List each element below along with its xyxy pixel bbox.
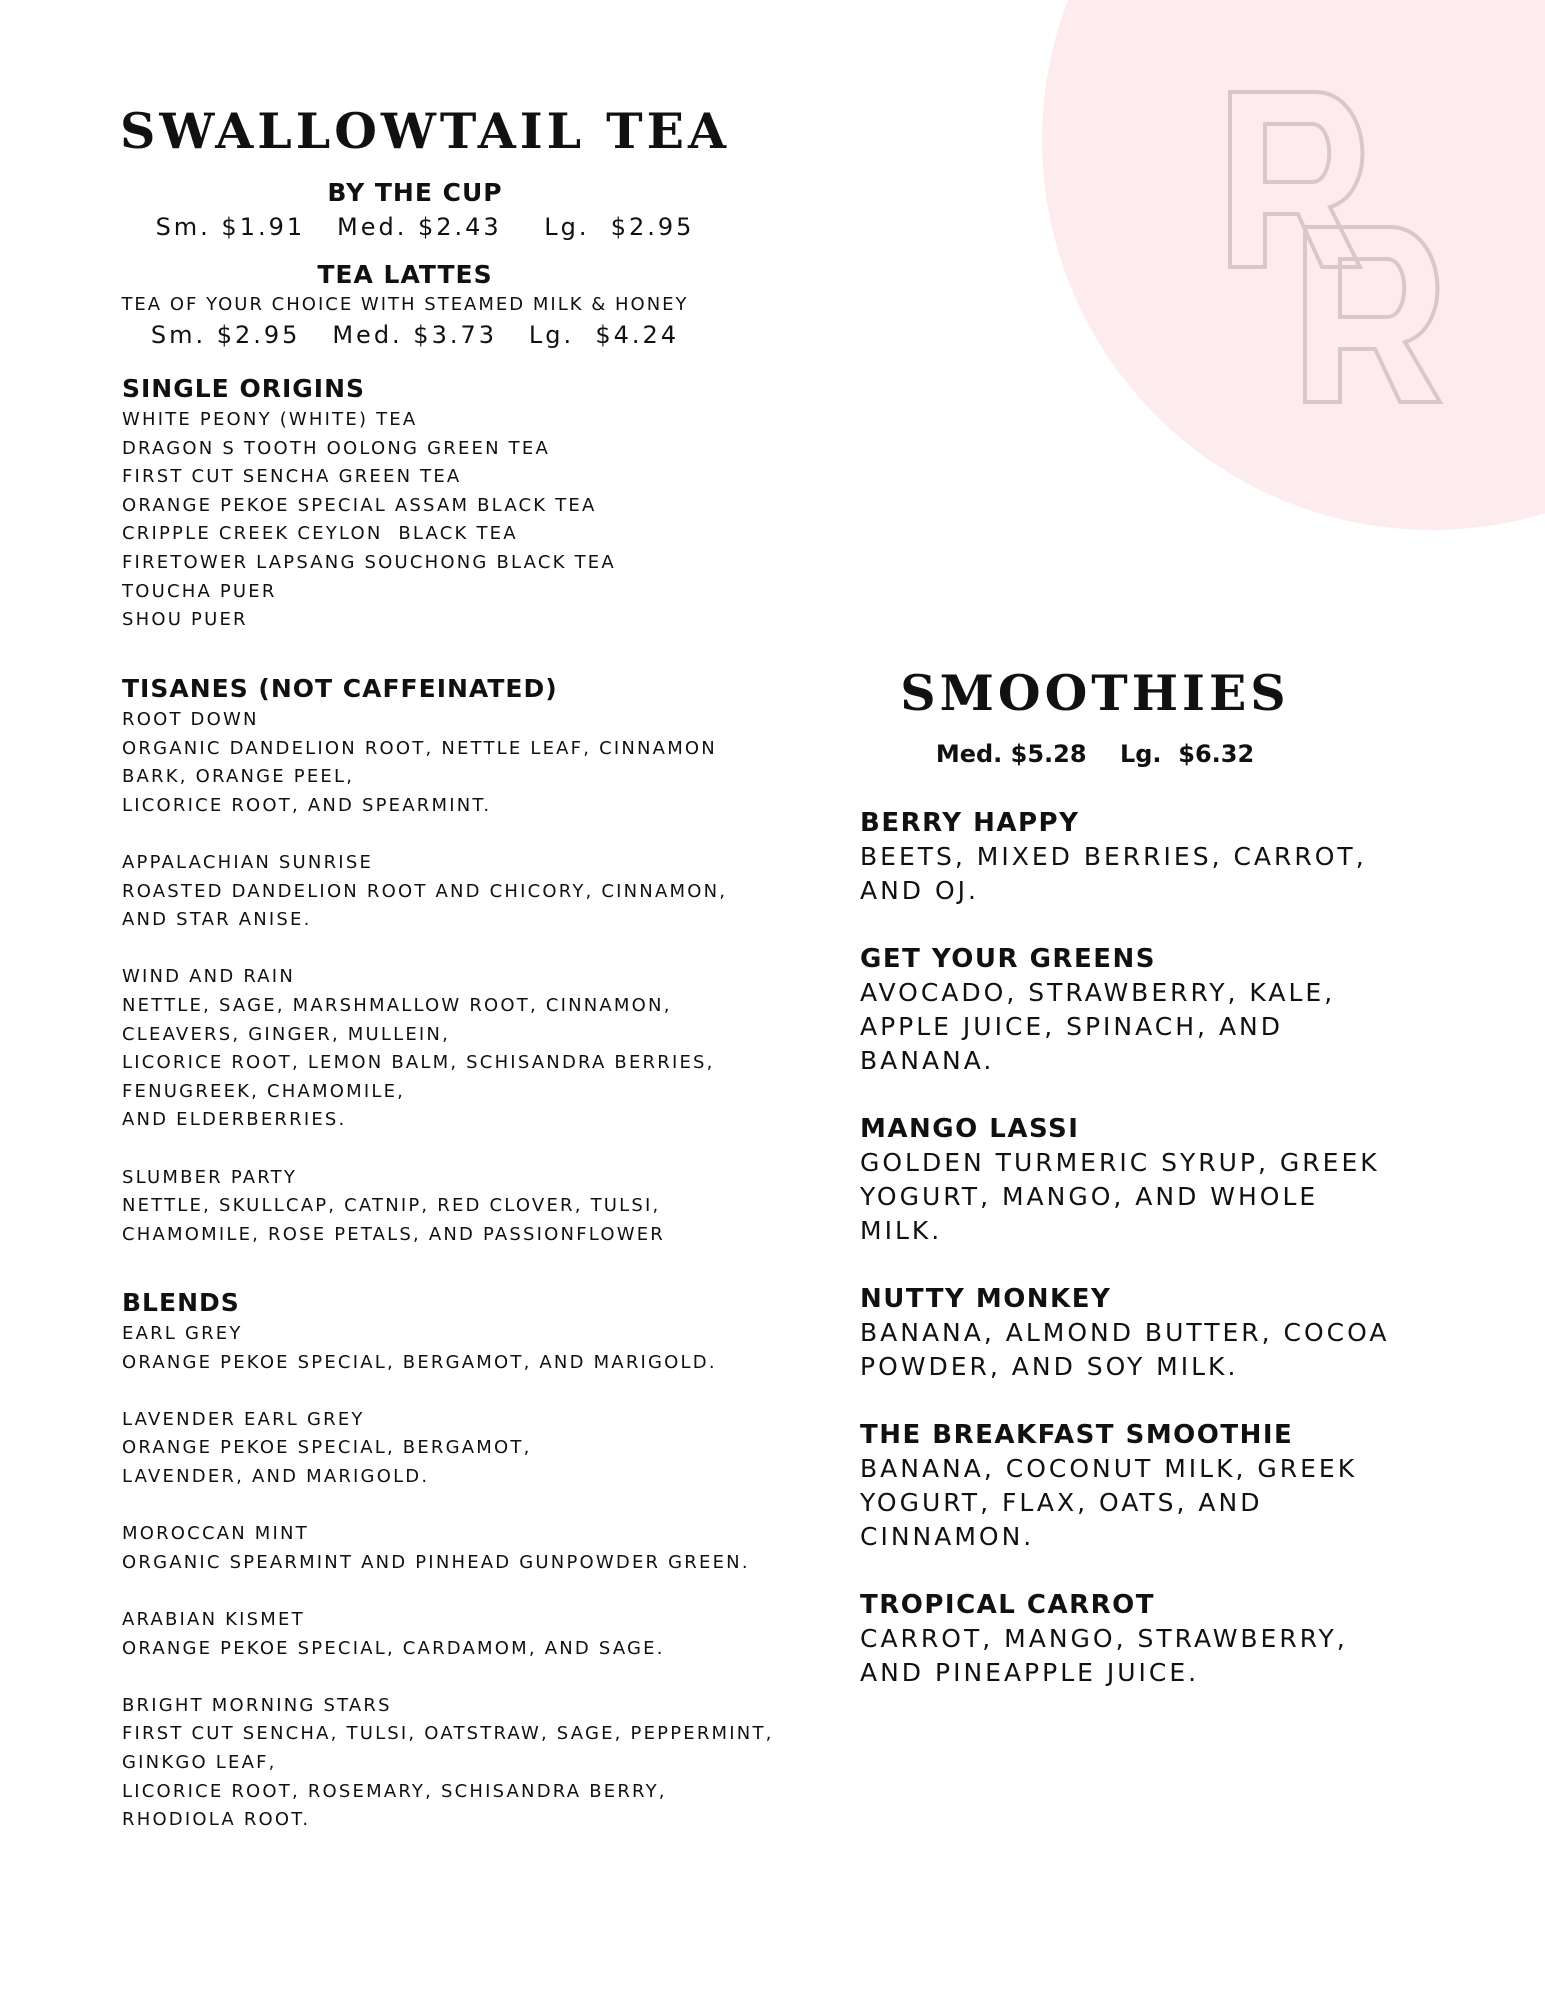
smoothie-ingredients: BANANA. (860, 1046, 995, 1075)
smoothie-name: BERRY HAPPY (860, 808, 1080, 838)
smoothie-ingredients: BEETS, MIXED BERRIES, CARROT, (860, 842, 1367, 871)
blend-ingredients: LICORICE ROOT, ROSEMARY, SCHISANDRA BERRY, (122, 1780, 667, 1802)
single-origins-heading: SINGLE ORIGINS (122, 374, 366, 403)
smoothies-title: SMOOTHIES (900, 664, 1290, 722)
rr-monogram-logo (1220, 82, 1490, 412)
smoothie-ingredients: POWDER, AND SOY MILK. (860, 1352, 1239, 1381)
smoothie-ingredients: AND OJ. (860, 876, 979, 905)
smoothie-prices: Med. $5.28 Lg. $6.32 (935, 740, 1255, 768)
smoothie-ingredients: BANANA, ALMOND BUTTER, COCOA (860, 1318, 1390, 1347)
blend-ingredients: ORGANIC SPEARMINT AND PINHEAD GUNPOWDER GREEN. (122, 1551, 750, 1573)
tisane-ingredients: AND STAR ANISE. (122, 909, 312, 931)
tisane-ingredients: ORGANIC DANDELION ROOT, NETTLE LEAF, CINNAMON (122, 737, 717, 759)
blend-ingredients: FIRST CUT SENCHA, TULSI, OATSTRAW, SAGE, PEPPERMINT, (122, 1723, 774, 1745)
smoothie-name: NUTTY MONKEY (860, 1284, 1112, 1314)
smoothie-ingredients: CARROT, MANGO, STRAWBERRY, (860, 1624, 1348, 1653)
smoothie-ingredients: GOLDEN TURMERIC SYRUP, GREEK (860, 1148, 1380, 1177)
smoothie-ingredients: APPLE JUICE, SPINACH, AND (860, 1012, 1283, 1041)
blend-ingredients: ORANGE PEKOE SPECIAL, CARDAMOM, AND SAGE. (122, 1637, 665, 1659)
blend-name: EARL GREY (122, 1323, 243, 1344)
tisane-ingredients: CLEAVERS, GINGER, MULLEIN, (122, 1023, 451, 1045)
tisane-ingredients: CHAMOMILE, ROSE PETALS, AND PASSIONFLOWER (122, 1223, 665, 1245)
tisane-ingredients: FENUGREEK, CHAMOMILE, (122, 1080, 406, 1102)
menu-item: CRIPPLE CREEK CEYLON BLACK TEA (122, 523, 518, 545)
smoothie-item (860, 942, 1460, 1078)
blend-name: ARABIAN KISMET (122, 1608, 305, 1630)
smoothie-item (860, 1112, 1460, 1248)
smoothie-item (860, 1282, 1460, 1384)
blend-name: MOROCCAN MINT (122, 1523, 309, 1545)
tisane-name: APPALACHIAN SUNRISE (122, 851, 374, 873)
menu-item: FIRST CUT SENCHA GREEN TEA (122, 466, 462, 488)
tea-lattes-prices: Sm. $2.95 Med. $3.73 Lg. $4.24 (150, 321, 680, 349)
menu-item: TOUCHA PUER (122, 580, 277, 602)
smoothie-ingredients: MILK. (860, 1216, 943, 1245)
blend-ingredients: LAVENDER, AND MARIGOLD. (122, 1465, 430, 1487)
smoothie-name: TROPICAL CARROT (860, 1590, 1155, 1620)
tea-lattes-description: TEA OF YOUR CHOICE WITH STEAMED MILK & HONEY (121, 294, 689, 315)
blends-section (122, 1286, 774, 1835)
tisane-ingredients: NETTLE, SKULLCAP, CATNIP, RED CLOVER, TULSI, (122, 1195, 661, 1217)
tea-menu-title: SWALLOWTAIL TEA (120, 102, 730, 160)
smoothie-item (860, 1418, 1460, 1554)
menu-item: WHITE PEONY (WHITE) TEA (122, 409, 418, 430)
smoothie-list (860, 806, 1460, 1724)
tisane-ingredients: LICORICE ROOT, AND SPEARMINT. (122, 794, 492, 816)
tea-lattes-heading: TEA LATTES (317, 260, 493, 289)
blend-ingredients: GINKGO LEAF, (122, 1751, 277, 1773)
smoothie-name: THE BREAKFAST SMOOTHIE (860, 1420, 1294, 1450)
smoothie-ingredients: YOGURT, FLAX, OATS, AND (860, 1488, 1263, 1517)
smoothie-ingredients: AND PINEAPPLE JUICE. (860, 1658, 1200, 1687)
smoothie-item (860, 806, 1460, 908)
logo-letter-r-2 (1305, 227, 1440, 402)
tisane-ingredients: NETTLE, SAGE, MARSHMALLOW ROOT, CINNAMON, (122, 994, 672, 1016)
smoothie-ingredients: CINNAMON. (860, 1522, 1035, 1551)
blend-name: BRIGHT MORNING STARS (122, 1694, 392, 1716)
menu-item: DRAGON S TOOTH OOLONG GREEN TEA (122, 437, 550, 459)
blends-heading: BLENDS (122, 1288, 240, 1317)
logo-letter-r-1 (1230, 92, 1362, 267)
menu-item: FIRETOWER LAPSANG SOUCHONG BLACK TEA (122, 551, 616, 573)
menu-item: SHOU PUER (122, 609, 248, 631)
tisanes-heading: TISANES (NOT CAFFEINATED) (122, 674, 558, 703)
blend-name: LAVENDER EARL GREY (122, 1408, 365, 1430)
tisane-name: WIND AND RAIN (122, 966, 295, 988)
tisane-name: ROOT DOWN (122, 709, 259, 730)
single-origins-section (122, 372, 616, 635)
tisane-name: SLUMBER PARTY (122, 1166, 298, 1188)
tisane-ingredients: AND ELDERBERRIES. (122, 1109, 347, 1131)
blend-ingredients: ORANGE PEKOE SPECIAL, BERGAMOT, AND MARIGOLD. (122, 1351, 717, 1373)
blend-ingredients: RHODIOLA ROOT. (122, 1809, 311, 1831)
tisane-ingredients: BARK, ORANGE PEEL, (122, 766, 355, 788)
menu-item: ORANGE PEKOE SPECIAL ASSAM BLACK TEA (122, 494, 597, 516)
smoothie-ingredients: AVOCADO, STRAWBERRY, KALE, (860, 978, 1336, 1007)
tisanes-section (122, 672, 727, 1249)
by-the-cup-prices: Sm. $1.91 Med. $2.43 Lg. $2.95 (155, 213, 695, 241)
smoothie-ingredients: YOGURT, MANGO, AND WHOLE (860, 1182, 1319, 1211)
smoothie-name: MANGO LASSI (860, 1114, 1080, 1144)
blend-ingredients: ORANGE PEKOE SPECIAL, BERGAMOT, (122, 1437, 532, 1459)
smoothie-name: GET YOUR GREENS (860, 944, 1156, 974)
tisane-ingredients: ROASTED DANDELION ROOT AND CHICORY, CINNAMON, (122, 880, 728, 902)
smoothie-item (860, 1588, 1460, 1690)
by-the-cup-heading: BY THE CUP (327, 178, 503, 207)
smoothie-ingredients: BANANA, COCONUT MILK, GREEK (860, 1454, 1358, 1483)
tisane-ingredients: LICORICE ROOT, LEMON BALM, SCHISANDRA BERRIES, (122, 1052, 715, 1074)
